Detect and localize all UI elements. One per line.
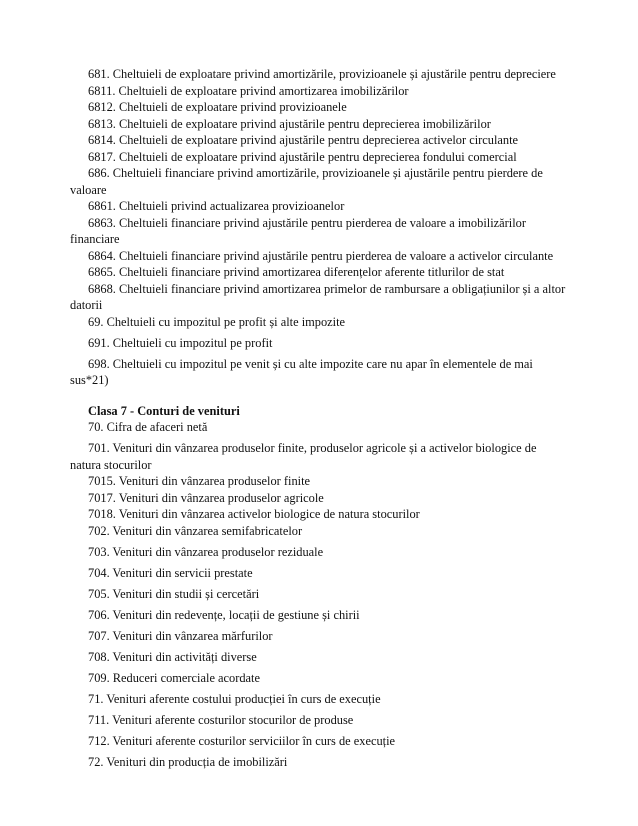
account-line-707: 707. Venituri din vânzarea mărfurilor bbox=[88, 628, 273, 643]
account-line-709: 709. Reduceri comerciale acordate bbox=[88, 670, 260, 685]
account-line-6812: 6812. Cheltuieli de exploatare privind provizioanele bbox=[88, 100, 347, 114]
account-line-6864: 6864. Cheltuieli financiare privind ajustările pentru pierderea de valoare a activelor circulante bbox=[88, 248, 554, 263]
account-line-6817: 6817. Cheltuieli de exploatare privind ajustările pentru deprecierea fondului comercial bbox=[88, 149, 517, 164]
account-line-706: 706. Venituri din redevențe, locații de gestiune și chirii bbox=[88, 607, 360, 622]
account-line-72: 72. Venituri din producția de imobilizări bbox=[88, 754, 288, 769]
account-line-708: 708. Venituri din activități diverse bbox=[88, 649, 257, 664]
account-line-71: 71. Venituri aferente costului producției în curs de execuție bbox=[88, 691, 381, 706]
account-line-7017: 7017. Venituri din vânzarea produselor agricole bbox=[88, 490, 324, 505]
account-line-705: 705. Venituri din studii și cercetări bbox=[88, 586, 260, 601]
account-line-6811: 6811. Cheltuieli de exploatare privind amortizarea imobilizărilor bbox=[88, 83, 409, 98]
account-line-712: 712. Venituri aferente costurilor serviciilor în curs de execuție bbox=[88, 733, 396, 748]
account-line-69: 69. Cheltuieli cu impozitul pe profit și alte impozite bbox=[88, 314, 346, 329]
account-line-691: 691. Cheltuieli cu impozitul pe profit bbox=[88, 335, 273, 350]
account-line-681: 681. Cheltuieli de exploatare privind amortizările, provizioanele și ajustările pentru depreciere bbox=[88, 67, 556, 81]
account-line-704: 704. Venituri din servicii prestate bbox=[88, 565, 253, 580]
account-line-6813: 6813. Cheltuieli de exploatare privind ajustările pentru deprecierea imobilizărilor bbox=[88, 116, 491, 131]
account-line-7018: 7018. Venituri din vânzarea activelor biologice de natura stocurilor bbox=[88, 507, 420, 521]
class-7-heading: Clasa 7 - Conturi de venituri bbox=[88, 403, 240, 418]
account-line-6814: 6814. Cheltuieli de exploatare privind ajustările pentru deprecierea activelor circulante bbox=[88, 133, 519, 147]
account-para-698: 698. Cheltuieli cu impozitul pe venit și cu alte impozite care nu apar în elementele de mai sus*21) bbox=[70, 356, 533, 387]
document-page bbox=[70, 66, 570, 770]
account-para-6868: 6868. Cheltuieli financiare privind amortizarea primelor de rambursare a obligațiunilor și a altor datorii bbox=[70, 281, 566, 312]
account-line-702: 702. Venituri din vânzarea semifabricatelor bbox=[88, 523, 303, 538]
account-line-703: 703. Venituri din vânzarea produselor reziduale bbox=[88, 544, 324, 559]
account-line-70: 70. Cifra de afaceri netă bbox=[88, 420, 208, 434]
account-line-7015: 7015. Venituri din vânzarea produselor finite bbox=[88, 474, 311, 488]
account-para-701: 701. Venituri din vânzarea produselor finite, produselor agricole și a activelor biologice de natura stocurilor bbox=[70, 441, 537, 472]
account-line-711: 711. Venituri aferente costurilor stocurilor de produse bbox=[88, 712, 354, 727]
account-para-686: 686. Cheltuieli financiare privind amortizările, provizioanele și ajustările pentru pierdere de valoare bbox=[70, 166, 543, 197]
account-para-6863: 6863. Cheltuieli financiare privind ajustările pentru pierderea de valoare a imobilizărilor financiare bbox=[70, 215, 526, 246]
account-line-6865: 6865. Cheltuieli financiare privind amortizarea diferențelor aferente titlurilor de stat bbox=[88, 265, 505, 279]
account-line-6861: 6861. Cheltuieli privind actualizarea provizioanelor bbox=[88, 199, 345, 213]
